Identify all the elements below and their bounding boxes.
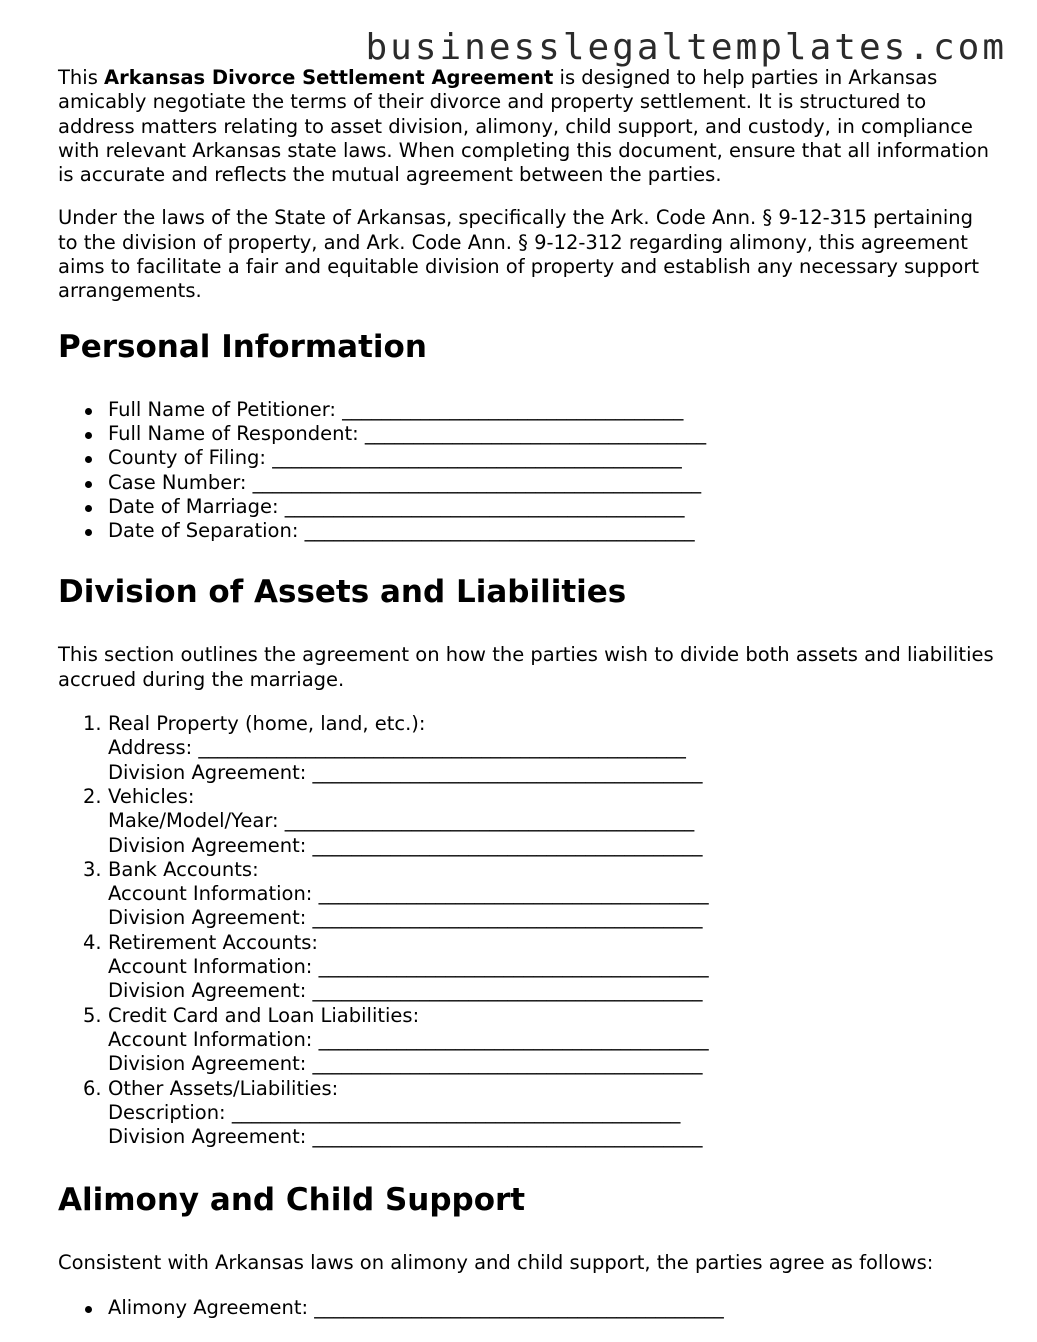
field-respondent-name: Full Name of Respondent: ___________________________________ [58, 422, 998, 446]
intro-paragraph-2: Under the laws of the State of Arkansas, specifically the Ark. Code Ann. § 9-12-315 pertaining to the division of property, and Ark. Code Ann. § 9-12-312 regarding alimony, this agreement aims to facilitate a fair and equitable division of property and establish any necessary support arrangements. [58, 206, 980, 303]
field-date-of-separation: Date of Separation: ________________________________________ [58, 519, 998, 543]
intro-rest: is designed to help parties in Arkansas amicably negotiate the terms of their divorce and property settlement. It is structured to address matters relating to asset division, alimony, child support, and custody, in compliance with relevant Arkansas state laws. When completing this document, ensure that all information is accurate and reflects the mutual agreement between the parties. [58, 66, 989, 187]
item-number: 6. [83, 1076, 102, 1100]
item-title: Other Assets/Liabilities: [108, 1076, 339, 1100]
section-heading-personal: Personal Information [58, 328, 427, 365]
field-description: Description: ______________________________________________ [108, 1100, 681, 1124]
section-heading-division: Division of Assets and Liabilities [58, 574, 627, 611]
field-division-agreement: Division Agreement: ________________________________________ [108, 906, 703, 930]
intro-paragraph-1 [58, 66, 998, 187]
item-number: 5. [83, 1003, 102, 1027]
division-item-real-property [58, 712, 998, 785]
item-number: 1. [83, 712, 102, 736]
field-division-agreement: Division Agreement: ________________________________________ [108, 760, 703, 784]
section-heading-alimony: Alimony and Child Support [58, 1182, 526, 1219]
division-item-other [58, 1077, 998, 1150]
division-item-credit-loans [58, 1004, 998, 1077]
personal-info-list [58, 398, 998, 544]
division-item-bank-accounts [58, 858, 998, 931]
document-body [58, 66, 998, 1320]
division-intro: This section outlines the agreement on how the parties wish to divide both assets and liabilities accrued during the marriage. [58, 643, 994, 691]
item-number: 2. [83, 784, 102, 808]
division-list [58, 712, 998, 1149]
field-make-model-year: Make/Model/Year: __________________________________________ [108, 809, 695, 833]
field-account-information: Account Information: ________________________________________ [108, 955, 709, 979]
item-title: Retirement Accounts: [108, 930, 318, 954]
document-title-inline: Arkansas Divorce Settlement Agreement [104, 66, 554, 89]
field-petitioner-name: Full Name of Petitioner: ___________________________________ [58, 398, 998, 422]
field-division-agreement: Division Agreement: ________________________________________ [108, 1052, 703, 1076]
field-division-agreement: Division Agreement: ________________________________________ [108, 979, 703, 1003]
alimony-intro: Consistent with Arkansas laws on alimony and child support, the parties agree as follows: [58, 1251, 934, 1275]
item-number: 4. [83, 930, 102, 954]
field-account-information: Account Information: ________________________________________ [108, 882, 709, 906]
item-number: 3. [83, 857, 102, 881]
division-item-vehicles [58, 785, 998, 858]
field-county-of-filing: County of Filing: __________________________________________ [58, 446, 998, 470]
watermark: businesslegaltemplates.com [365, 27, 1007, 68]
field-division-agreement: Division Agreement: ________________________________________ [108, 833, 703, 857]
item-title: Vehicles: [108, 784, 195, 808]
field-account-information: Account Information: ________________________________________ [108, 1027, 709, 1051]
item-title: Credit Card and Loan Liabilities: [108, 1003, 420, 1027]
field-case-number: Case Number: ______________________________________________ [58, 471, 998, 495]
item-title: Real Property (home, land, etc.): [108, 712, 426, 736]
alimony-list [58, 1296, 998, 1320]
intro-lead: This [58, 66, 105, 89]
item-title: Bank Accounts: [108, 857, 259, 881]
division-item-retirement-accounts [58, 931, 998, 1004]
field-alimony-agreement: Alimony Agreement: __________________________________________ [58, 1296, 998, 1320]
field-date-of-marriage: Date of Marriage: _________________________________________ [58, 495, 998, 519]
field-address: Address: __________________________________________________ [108, 736, 686, 760]
field-division-agreement: Division Agreement: ________________________________________ [108, 1125, 703, 1149]
